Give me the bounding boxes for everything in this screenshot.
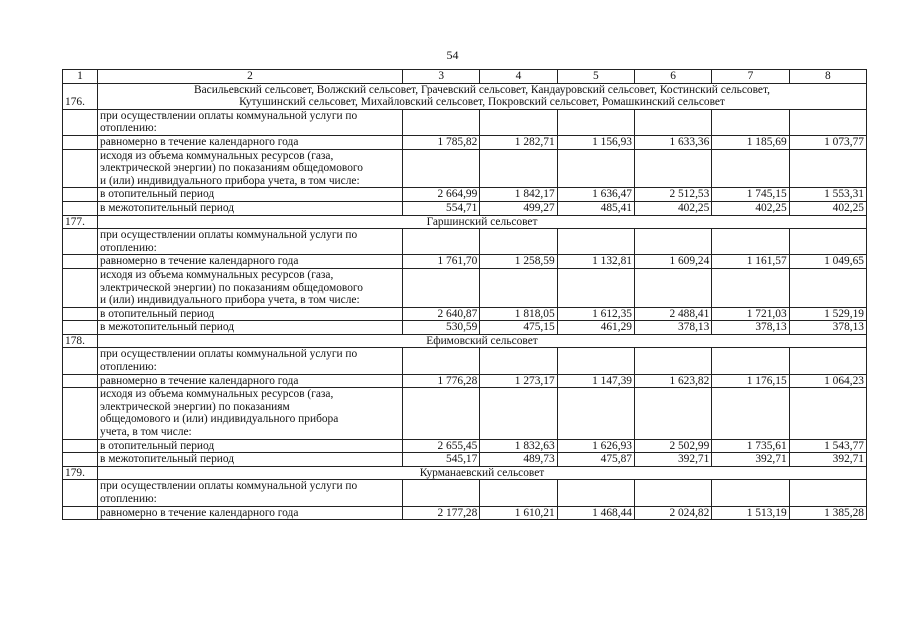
- empty-cell: [63, 321, 98, 335]
- value-cell: 1 156,93: [557, 135, 634, 149]
- subheading-line: исходя из объема коммунальных ресурсов (газа,: [100, 149, 334, 162]
- empty-cell: [63, 388, 98, 439]
- subheading-line: и (или) индивидуального прибора учета, в том числе:: [100, 174, 360, 187]
- subheading-row: [63, 480, 867, 506]
- row-label: в межотопительный период: [98, 201, 403, 215]
- empty-cell: [634, 480, 711, 506]
- value-cell: 545,17: [403, 453, 480, 467]
- empty-cell: [403, 480, 480, 506]
- value-cell: 1 176,15: [712, 374, 789, 388]
- value-cell: 489,73: [480, 453, 557, 467]
- value-cell: 1 049,65: [789, 255, 866, 269]
- empty-cell: [480, 348, 557, 374]
- value-cell: 1 832,63: [480, 439, 557, 453]
- value-row: [63, 188, 867, 202]
- empty-cell: [557, 480, 634, 506]
- column-header: 2: [98, 70, 403, 84]
- region-line: Кутушинский сельсовет, Михайловский сельсовет, Покровский сельсовет, Ромашкинский сельсовет: [239, 96, 725, 109]
- subheading-line: электрической энергии) по показаниям общедомового: [100, 281, 363, 294]
- empty-cell: [789, 268, 866, 307]
- row-label: в отопительный период: [98, 188, 403, 202]
- value-cell: 392,71: [634, 453, 711, 467]
- value-cell: 1 543,77: [789, 439, 866, 453]
- value-cell: 1 273,17: [480, 374, 557, 388]
- empty-cell: [63, 480, 98, 506]
- empty-cell: [480, 268, 557, 307]
- subheading-row: [63, 388, 867, 439]
- region-row: [63, 83, 867, 109]
- empty-cell: [480, 229, 557, 255]
- region-row: [63, 334, 867, 348]
- value-cell: 1 147,39: [557, 374, 634, 388]
- value-cell: 1 623,82: [634, 374, 711, 388]
- region-row: [63, 466, 867, 480]
- value-row: [63, 135, 867, 149]
- subheading-line: при осуществлении оплаты коммунальной услуги по: [100, 348, 358, 361]
- row-label: в отопительный период: [98, 439, 403, 453]
- region-name: [98, 215, 867, 229]
- subheading-row: [63, 229, 867, 255]
- empty-cell: [712, 149, 789, 188]
- header-row: [63, 70, 867, 84]
- value-cell: 392,71: [712, 453, 789, 467]
- value-cell: 402,25: [634, 201, 711, 215]
- row-label: равномерно в течение календарного года: [98, 506, 403, 520]
- subheading-row: [63, 268, 867, 307]
- empty-cell: [403, 388, 480, 439]
- subheading-line: электрической энергии) по показаниям общедомового: [100, 162, 363, 175]
- row-number: 177.: [63, 215, 98, 229]
- region-name: [98, 334, 867, 348]
- value-cell: 461,29: [557, 321, 634, 335]
- value-cell: 378,13: [789, 321, 866, 335]
- row-number: 179.: [63, 466, 98, 480]
- empty-cell: [712, 348, 789, 374]
- value-cell: 1 636,47: [557, 188, 634, 202]
- empty-cell: [557, 388, 634, 439]
- empty-cell: [634, 268, 711, 307]
- row-number: 176.: [63, 83, 98, 109]
- empty-cell: [403, 149, 480, 188]
- empty-cell: [789, 229, 866, 255]
- value-row: [63, 307, 867, 321]
- value-cell: 1 185,69: [712, 135, 789, 149]
- region-row: [63, 215, 867, 229]
- row-label: в межотопительный период: [98, 321, 403, 335]
- subheading-line: при осуществлении оплаты коммунальной услуги по: [100, 229, 358, 242]
- value-cell: 1 468,44: [557, 506, 634, 520]
- empty-cell: [63, 348, 98, 374]
- value-row: [63, 255, 867, 269]
- empty-cell: [63, 453, 98, 467]
- value-cell: 1 258,59: [480, 255, 557, 269]
- value-cell: 402,25: [789, 201, 866, 215]
- empty-cell: [789, 348, 866, 374]
- empty-cell: [63, 307, 98, 321]
- subheading-text: [98, 348, 403, 374]
- value-row: [63, 374, 867, 388]
- subheading-line: при осуществлении оплаты коммунальной услуги по: [100, 109, 358, 122]
- empty-cell: [63, 506, 98, 520]
- value-cell: 1 633,36: [634, 135, 711, 149]
- region-line: Гаршинский сельсовет: [426, 215, 538, 228]
- subheading-line: и (или) индивидуального прибора учета, в том числе:: [100, 294, 360, 307]
- empty-cell: [634, 348, 711, 374]
- column-header: 1: [63, 70, 98, 84]
- value-cell: 485,41: [557, 201, 634, 215]
- value-cell: 1 529,19: [789, 307, 866, 321]
- subheading-text: [98, 149, 403, 188]
- empty-cell: [403, 268, 480, 307]
- empty-cell: [63, 201, 98, 215]
- value-cell: 2 177,28: [403, 506, 480, 520]
- value-cell: 1 776,28: [403, 374, 480, 388]
- value-cell: 499,27: [480, 201, 557, 215]
- value-cell: 1 745,15: [712, 188, 789, 202]
- empty-cell: [480, 388, 557, 439]
- subheading-line: отоплению:: [100, 122, 157, 135]
- value-cell: 2 502,99: [634, 439, 711, 453]
- value-cell: 475,15: [480, 321, 557, 335]
- region-name: [98, 466, 867, 480]
- value-cell: 530,59: [403, 321, 480, 335]
- value-cell: 1 761,70: [403, 255, 480, 269]
- empty-cell: [63, 135, 98, 149]
- value-cell: 1 610,21: [480, 506, 557, 520]
- value-cell: 1 609,24: [634, 255, 711, 269]
- value-cell: 1 553,31: [789, 188, 866, 202]
- value-cell: 1 513,19: [712, 506, 789, 520]
- region-line: Васильевский сельсовет, Волжский сельсовет, Грачевский сельсовет, Кандауровский сельсовет, Костинский сельсовет,: [194, 83, 770, 96]
- empty-cell: [634, 149, 711, 188]
- subheading-line: при осуществлении оплаты коммунальной услуги по: [100, 480, 358, 493]
- value-cell: 1 842,17: [480, 188, 557, 202]
- value-cell: 2 664,99: [403, 188, 480, 202]
- empty-cell: [712, 109, 789, 135]
- row-label: равномерно в течение календарного года: [98, 374, 403, 388]
- value-cell: 1 282,71: [480, 135, 557, 149]
- empty-cell: [789, 480, 866, 506]
- empty-cell: [480, 109, 557, 135]
- empty-cell: [63, 439, 98, 453]
- value-cell: 1 785,82: [403, 135, 480, 149]
- value-cell: 392,71: [789, 453, 866, 467]
- empty-cell: [557, 109, 634, 135]
- subheading-line: отоплению:: [100, 361, 157, 374]
- column-header: 6: [634, 70, 711, 84]
- empty-cell: [63, 255, 98, 269]
- value-cell: 1 818,05: [480, 307, 557, 321]
- empty-cell: [63, 188, 98, 202]
- value-row: [63, 439, 867, 453]
- empty-cell: [712, 229, 789, 255]
- value-cell: 475,87: [557, 453, 634, 467]
- column-header: 5: [557, 70, 634, 84]
- column-header: 3: [403, 70, 480, 84]
- column-header: 4: [480, 70, 557, 84]
- value-cell: 1 626,93: [557, 439, 634, 453]
- region-line: Ефимовский сельсовет: [426, 334, 538, 347]
- column-header: 7: [712, 70, 789, 84]
- subheading-text: [98, 480, 403, 506]
- empty-cell: [557, 348, 634, 374]
- empty-cell: [789, 388, 866, 439]
- value-row: [63, 506, 867, 520]
- empty-cell: [480, 480, 557, 506]
- empty-cell: [403, 109, 480, 135]
- subheading-row: [63, 348, 867, 374]
- subheading-line: учета, в том числе:: [100, 426, 192, 439]
- empty-cell: [63, 109, 98, 135]
- empty-cell: [557, 268, 634, 307]
- empty-cell: [63, 374, 98, 388]
- subheading-text: [98, 268, 403, 307]
- value-row: [63, 321, 867, 335]
- value-cell: 2 488,41: [634, 307, 711, 321]
- empty-cell: [789, 109, 866, 135]
- column-header: 8: [789, 70, 866, 84]
- empty-cell: [712, 388, 789, 439]
- value-cell: 2 024,82: [634, 506, 711, 520]
- empty-cell: [480, 149, 557, 188]
- value-cell: 1 385,28: [789, 506, 866, 520]
- row-label: равномерно в течение календарного года: [98, 135, 403, 149]
- value-cell: 1 735,61: [712, 439, 789, 453]
- value-row: [63, 201, 867, 215]
- value-cell: 2 512,53: [634, 188, 711, 202]
- value-cell: 1 612,35: [557, 307, 634, 321]
- subheading-text: [98, 229, 403, 255]
- empty-cell: [557, 149, 634, 188]
- subheading-row: [63, 149, 867, 188]
- subheading-line: отоплению:: [100, 241, 157, 254]
- value-cell: 1 064,23: [789, 374, 866, 388]
- empty-cell: [712, 268, 789, 307]
- value-row: [63, 453, 867, 467]
- region-line: Курманаевский сельсовет: [419, 466, 545, 479]
- value-cell: 402,25: [712, 201, 789, 215]
- empty-cell: [403, 229, 480, 255]
- subheading-line: отоплению:: [100, 493, 157, 505]
- empty-cell: [63, 229, 98, 255]
- empty-cell: [63, 149, 98, 188]
- row-label: равномерно в течение календарного года: [98, 255, 403, 269]
- subheading-text: [98, 388, 403, 439]
- value-cell: 554,71: [403, 201, 480, 215]
- page-number: 54: [446, 48, 459, 62]
- row-number: 178.: [63, 334, 98, 348]
- empty-cell: [557, 229, 634, 255]
- row-label: в отопительный период: [98, 307, 403, 321]
- subheading-line: исходя из объема коммунальных ресурсов (газа,: [100, 268, 334, 281]
- value-cell: 1 721,03: [712, 307, 789, 321]
- empty-cell: [403, 348, 480, 374]
- value-cell: 2 655,45: [403, 439, 480, 453]
- subheading-text: [98, 109, 403, 135]
- empty-cell: [634, 109, 711, 135]
- tariff-table: [62, 69, 867, 520]
- value-cell: 1 132,81: [557, 255, 634, 269]
- value-cell: 1 073,77: [789, 135, 866, 149]
- subheading-row: [63, 109, 867, 135]
- empty-cell: [712, 480, 789, 506]
- value-cell: 378,13: [634, 321, 711, 335]
- empty-cell: [634, 388, 711, 439]
- value-cell: 1 161,57: [712, 255, 789, 269]
- empty-cell: [63, 268, 98, 307]
- region-name: [98, 83, 867, 109]
- subheading-line: общедомового и (или) индивидуального прибора: [100, 413, 339, 426]
- value-cell: 2 640,87: [403, 307, 480, 321]
- subheading-line: исходя из объема коммунальных ресурсов (газа,: [100, 388, 334, 401]
- value-cell: 378,13: [712, 321, 789, 335]
- empty-cell: [634, 229, 711, 255]
- subheading-line: электрической энергии) по показаниям: [100, 400, 290, 413]
- empty-cell: [789, 149, 866, 188]
- row-label: в межотопительный период: [98, 453, 403, 467]
